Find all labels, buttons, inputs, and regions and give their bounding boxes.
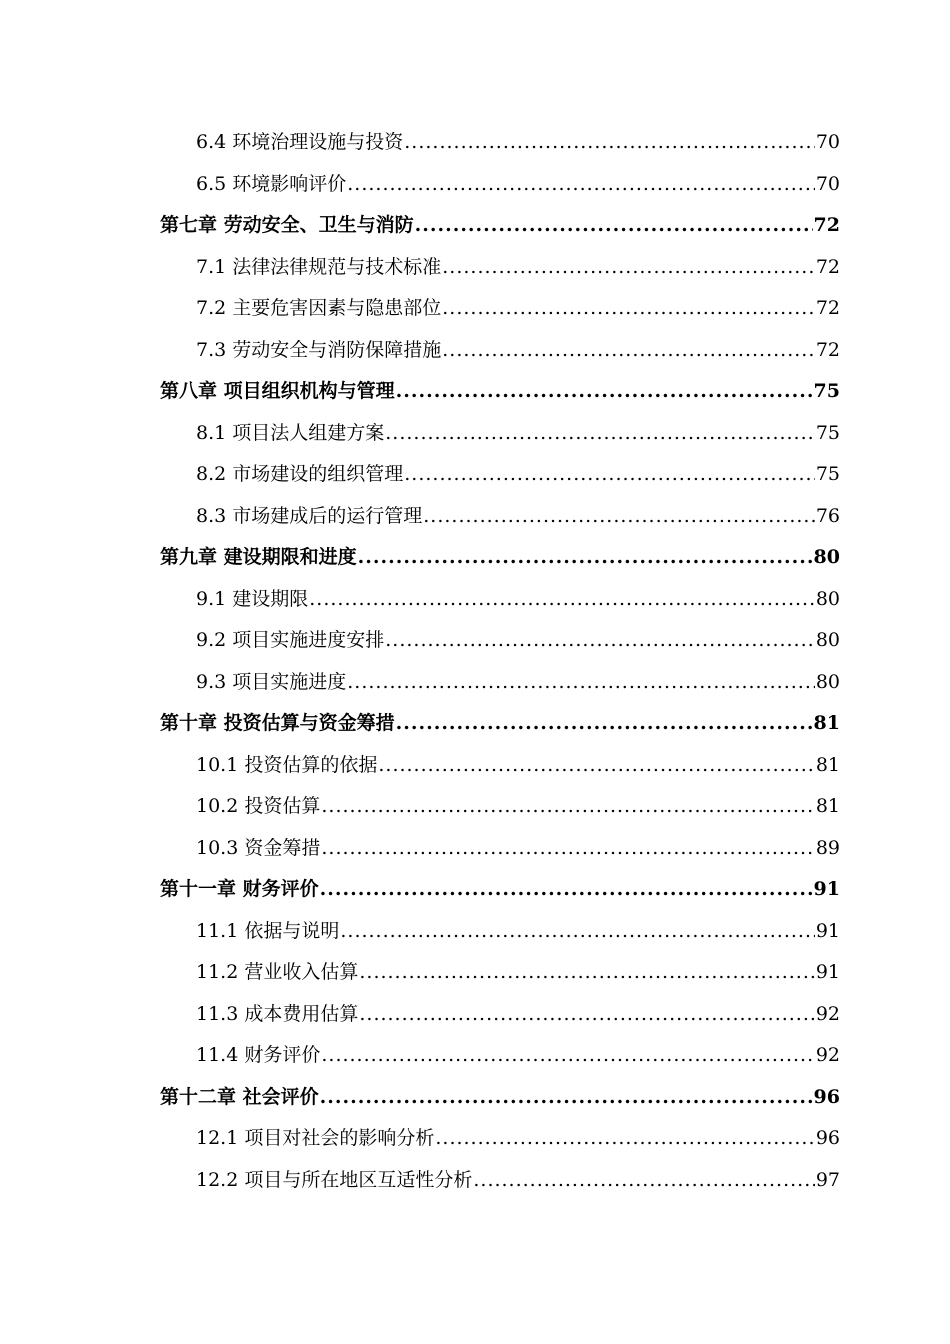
toc-entry-title: 9.2 项目实施进度安排 [196, 629, 385, 651]
toc-dot-leader [473, 1160, 814, 1202]
toc-section-entry[interactable] [160, 786, 840, 828]
toc-entry-title: 第九章 建设期限和进度 [160, 546, 357, 568]
toc-page-number: 75 [815, 463, 840, 485]
toc-entry-title: 第十二章 社会评价 [160, 1085, 319, 1108]
toc-page-number: 89 [815, 836, 840, 859]
toc-dot-leader [340, 911, 814, 953]
toc-entry-title: 10.1 投资估算的依据 [196, 753, 378, 776]
toc-section-entry[interactable] [160, 911, 840, 953]
toc-entry-title: 11.3 成本费用估算 [196, 1002, 359, 1025]
toc-page-number: 91 [813, 878, 840, 900]
toc-entry-title: 12.1 项目对社会的影响分析 [196, 1127, 435, 1149]
toc-page-number: 75 [813, 380, 840, 402]
toc-section-entry[interactable] [160, 620, 840, 662]
toc-dot-leader [378, 745, 814, 787]
toc-page-number: 80 [815, 670, 840, 693]
toc-page-number: 96 [815, 1127, 840, 1149]
toc-section-entry[interactable] [160, 122, 840, 164]
toc-dot-leader [404, 122, 815, 164]
toc-dot-leader [385, 413, 815, 455]
toc-dot-leader [404, 454, 815, 496]
toc-page-number: 92 [815, 1002, 840, 1025]
toc-dot-leader [320, 1077, 813, 1119]
toc-section-entry[interactable] [160, 662, 840, 704]
toc-page-number: 97 [815, 1168, 840, 1191]
toc-dot-leader [321, 1035, 814, 1077]
toc-entry-title: 12.2 项目与所在地区互适性分析 [196, 1168, 473, 1191]
toc-dot-leader [423, 496, 815, 538]
toc-chapter-entry[interactable] [160, 371, 840, 413]
toc-page-number: 81 [815, 795, 840, 817]
toc-page-number: 72 [815, 338, 840, 361]
toc-chapter-entry[interactable] [160, 205, 840, 247]
toc-dot-leader [385, 620, 815, 662]
toc-dot-leader [415, 205, 813, 247]
toc-dot-leader [442, 330, 815, 372]
toc-page-number: 72 [815, 255, 840, 278]
toc-entry-title: 9.3 项目实施进度 [196, 670, 347, 693]
toc-section-entry[interactable] [160, 952, 840, 994]
toc-dot-leader [358, 537, 813, 579]
toc-entry-title: 第七章 劳动安全、卫生与消防 [160, 214, 414, 236]
toc-section-entry[interactable] [160, 164, 840, 206]
toc-dot-leader [442, 288, 815, 330]
toc-entry-title: 7.1 法律法律规范与技术标准 [196, 255, 442, 278]
toc-page-number: 80 [813, 546, 840, 568]
table-of-contents [160, 122, 840, 1201]
toc-entry-title: 第十一章 财务评价 [160, 878, 319, 900]
toc-dot-leader [320, 869, 813, 911]
toc-dot-leader [347, 662, 815, 704]
toc-section-entry[interactable] [160, 1118, 840, 1160]
toc-entry-title: 8.3 市场建成后的运行管理 [196, 504, 423, 527]
toc-section-entry[interactable] [160, 1035, 840, 1077]
toc-entry-title: 11.1 依据与说明 [196, 919, 340, 942]
toc-chapter-entry[interactable] [160, 1077, 840, 1119]
toc-section-entry[interactable] [160, 745, 840, 787]
toc-page-number: 91 [815, 961, 840, 983]
toc-entry-title: 第十章 投资估算与资金筹措 [160, 712, 395, 734]
toc-entry-title: 6.4 环境治理设施与投资 [196, 131, 404, 153]
toc-entry-title: 7.2 主要危害因素与隐患部位 [196, 297, 442, 319]
toc-entry-title: 第八章 项目组织机构与管理 [160, 380, 395, 402]
toc-section-entry[interactable] [160, 579, 840, 621]
toc-chapter-entry[interactable] [160, 703, 840, 745]
toc-entry-title: 6.5 环境影响评价 [196, 172, 347, 195]
toc-dot-leader [321, 828, 814, 870]
toc-dot-leader [347, 164, 815, 206]
toc-page-number: 80 [815, 629, 840, 651]
toc-page-number: 76 [815, 504, 840, 527]
toc-entry-title: 11.4 财务评价 [196, 1044, 321, 1066]
toc-section-entry[interactable] [160, 496, 840, 538]
toc-entry-title: 9.1 建设期限 [196, 587, 309, 610]
toc-page-number: 72 [815, 297, 840, 319]
toc-dot-leader [442, 247, 815, 289]
toc-page-number: 72 [813, 214, 840, 236]
toc-page-number: 81 [815, 753, 840, 776]
toc-section-entry[interactable] [160, 413, 840, 455]
toc-dot-leader [435, 1118, 814, 1160]
toc-page-number: 91 [815, 919, 840, 942]
toc-entry-title: 8.2 市场建设的组织管理 [196, 463, 404, 485]
toc-dot-leader [321, 786, 814, 828]
toc-section-entry[interactable] [160, 454, 840, 496]
toc-section-entry[interactable] [160, 330, 840, 372]
toc-chapter-entry[interactable] [160, 537, 840, 579]
toc-chapter-entry[interactable] [160, 869, 840, 911]
toc-dot-leader [309, 579, 815, 621]
toc-dot-leader [359, 994, 814, 1036]
toc-dot-leader [396, 371, 813, 413]
toc-entry-title: 11.2 营业收入估算 [196, 961, 359, 983]
toc-page-number: 75 [815, 421, 840, 444]
toc-page-number: 70 [815, 172, 840, 195]
toc-section-entry[interactable] [160, 288, 840, 330]
toc-page-number: 80 [815, 587, 840, 610]
toc-page-number: 92 [815, 1044, 840, 1066]
toc-section-entry[interactable] [160, 247, 840, 289]
toc-page-number: 70 [815, 131, 840, 153]
toc-entry-title: 7.3 劳动安全与消防保障措施 [196, 338, 442, 361]
toc-page-number: 96 [813, 1085, 840, 1108]
toc-dot-leader [359, 952, 814, 994]
toc-section-entry[interactable] [160, 994, 840, 1036]
toc-section-entry[interactable] [160, 1160, 840, 1202]
toc-entry-title: 8.1 项目法人组建方案 [196, 421, 385, 444]
toc-entry-title: 10.2 投资估算 [196, 795, 321, 817]
toc-dot-leader [396, 703, 813, 745]
toc-section-entry[interactable] [160, 828, 840, 870]
toc-page-number: 81 [813, 712, 840, 734]
toc-entry-title: 10.3 资金筹措 [196, 836, 321, 859]
